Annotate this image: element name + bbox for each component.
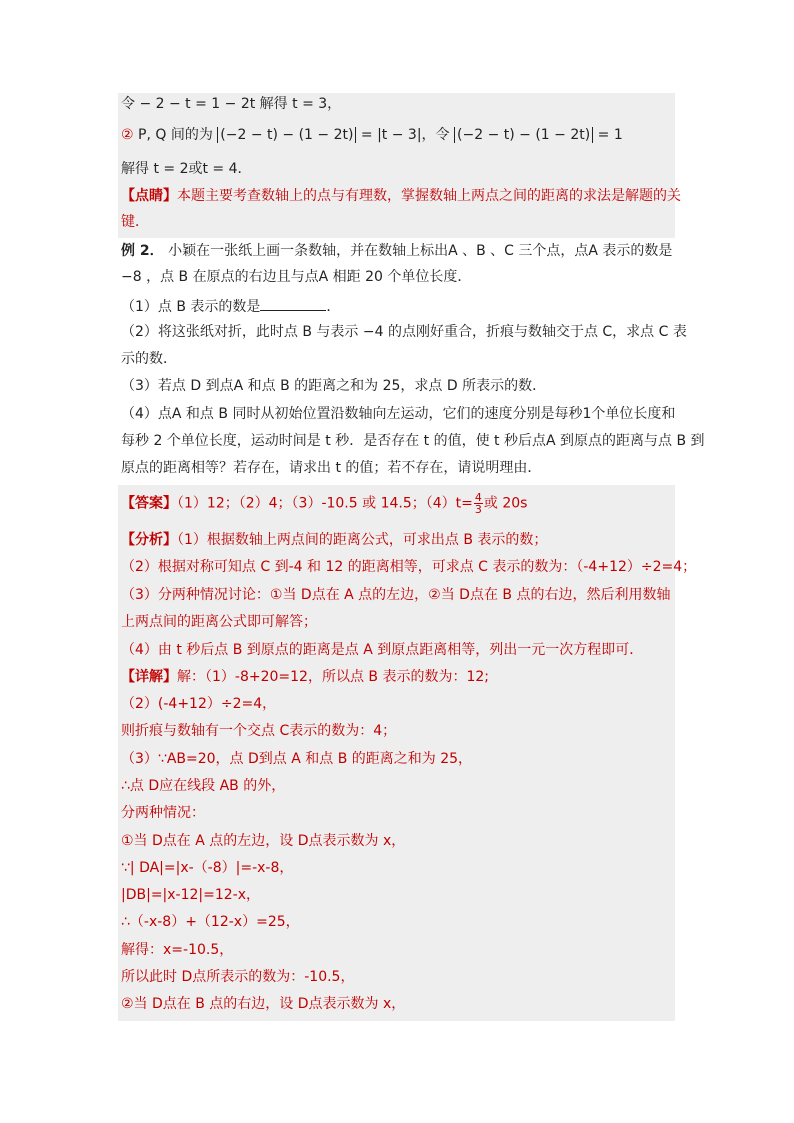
detail-line-2: （2）(-4+12）÷2=4， xyxy=(121,696,277,712)
analysis-line-4: （4）由 t 秒后点 B 到原点的距离是点 A 到原点距离相等，列出一元一次方程即可． xyxy=(121,642,644,658)
comment-label: 【点睛】 xyxy=(121,188,177,204)
question-4-cont-2: 原点的距离相等？若存在，请求出 t 的值；若不存在，请说明理由． xyxy=(121,460,542,476)
question-1 xyxy=(121,295,340,317)
comment-line-2: 键． xyxy=(121,214,149,230)
circled-number-2: ② xyxy=(121,127,134,143)
absolute-expression-2: (−2 − t) − (1 − 2t) xyxy=(454,127,593,143)
pq-text-mid: = |t − 3|，令 xyxy=(360,127,450,143)
detail-line-4: （3）∵AB=20，点 D到点 A 和点 B 的距离之和为 25， xyxy=(121,751,473,767)
detail-line-11: 解得：x=-10.5， xyxy=(121,942,234,958)
answer-tail: 或 20s xyxy=(483,495,528,512)
comment-text: 本题主要考查数轴上的点与有理数，掌握数轴上两点之间的距离的求法是解题的关 xyxy=(177,188,681,204)
detail-line-9: |DB|=|x-12|=12-x， xyxy=(121,887,261,903)
question-1-text: （1）点 B 表示的数是 xyxy=(121,299,261,315)
detail-text-1: 解：（1）-8+20=12，所以点 B 表示的数为：12; xyxy=(177,669,489,685)
problem-line-1 xyxy=(121,241,672,261)
question-2-cont: 示的数． xyxy=(121,351,177,367)
detail-line-12: 所以此时 D点所表示的数为：-10.5， xyxy=(121,969,355,985)
analysis-line-1 xyxy=(121,530,547,550)
answer-blank xyxy=(260,295,326,311)
question-4-cont: 每秒 2 个单位长度，运动时间是 t 秒．是否存在 t 的值，使 t 秒后点A 到原点的距离与点 B 到 xyxy=(121,433,705,449)
fraction-numerator: 4 xyxy=(474,491,482,504)
detail-line-13: ②当 D点在 B 点的右边，设 D点表示数为 x， xyxy=(121,996,406,1012)
detail-line-5: ∴点 D应在线段 AB 的外， xyxy=(121,778,286,794)
distance-equation-line xyxy=(121,125,623,145)
detail-label: 【详解】 xyxy=(121,669,177,685)
pq-text-end: = 1 xyxy=(597,127,623,143)
detail-line-6: 分两种情况： xyxy=(121,805,205,821)
detail-line-3: 则折痕与数轴有一个交点 C表示的数为：4； xyxy=(121,723,397,739)
absolute-expression: (−2 − t) − (1 − 2t) xyxy=(217,127,356,143)
problem-line-2: −8 ，点 B 在原点的右边且与点A 相距 20 个单位长度． xyxy=(121,269,472,285)
question-2: （2）将这张纸对折，此时点 B 与表示 −4 的点刚好重合，折痕与数轴交于点 C，求点 C 表 xyxy=(121,324,687,340)
analysis-label: 【分析】 xyxy=(121,532,177,548)
analysis-line-3: （3）分两种情况讨论：①当 D点在 A 点的左边，②当 D点在 B 点的右边，然后利用数轴 xyxy=(121,587,671,603)
question-4: （4）点A 和点 B 同时从初始位置沿数轴向左运动，它们的速度分别是每秒1个单位长度和 xyxy=(121,406,676,422)
detail-line-10: ∴（-x-8）+（12-x）=25， xyxy=(121,914,300,930)
analysis-line-2: （2）根据对称可知点 C 到-4 和 12 的距离相等，可求点 C 表示的数为：（-4+12）÷2=4； xyxy=(121,559,697,575)
analysis-text-1: （1）根据数轴上两点间的距离公式，可求出点 B 表示的数； xyxy=(177,532,548,548)
comment-line xyxy=(121,186,681,206)
fraction-denominator: 3 xyxy=(474,503,482,516)
fraction xyxy=(474,492,483,515)
equation-line: 令 − 2 − t = 1 − 2t 解得 t = 3， xyxy=(121,96,342,112)
detail-line-1 xyxy=(121,667,489,687)
problem-text: 小颖在一张纸上画一条数轴，并在数轴上标出A 、B 、C 三个点，点A 表示的数是 xyxy=(168,243,673,259)
solve-result-line: 解得 t = 2或t = 4． xyxy=(121,161,252,177)
question-1-end: ． xyxy=(326,299,341,315)
question-3: （3）若点 D 到点A 和点 B 的距离之和为 25，求点 D 所表示的数． xyxy=(121,378,547,394)
problem-label: 例 2． xyxy=(121,243,164,259)
detail-line-7: ①当 D点在 A 点的左边，设 D点表示数为 x， xyxy=(121,833,406,849)
answer-text: （1）12；（2）4；（3）-10.5 或 14.5；（4）t= xyxy=(177,495,473,512)
pq-text: P, Q 间的为 xyxy=(138,127,213,143)
analysis-line-3b: 上两点间的距离公式即可解答； xyxy=(121,614,317,630)
answer-label: 【答案】 xyxy=(121,495,177,512)
answer-line xyxy=(121,492,527,515)
detail-line-8: ∵| DA|=|x-（-8）|=-x-8， xyxy=(121,860,294,876)
